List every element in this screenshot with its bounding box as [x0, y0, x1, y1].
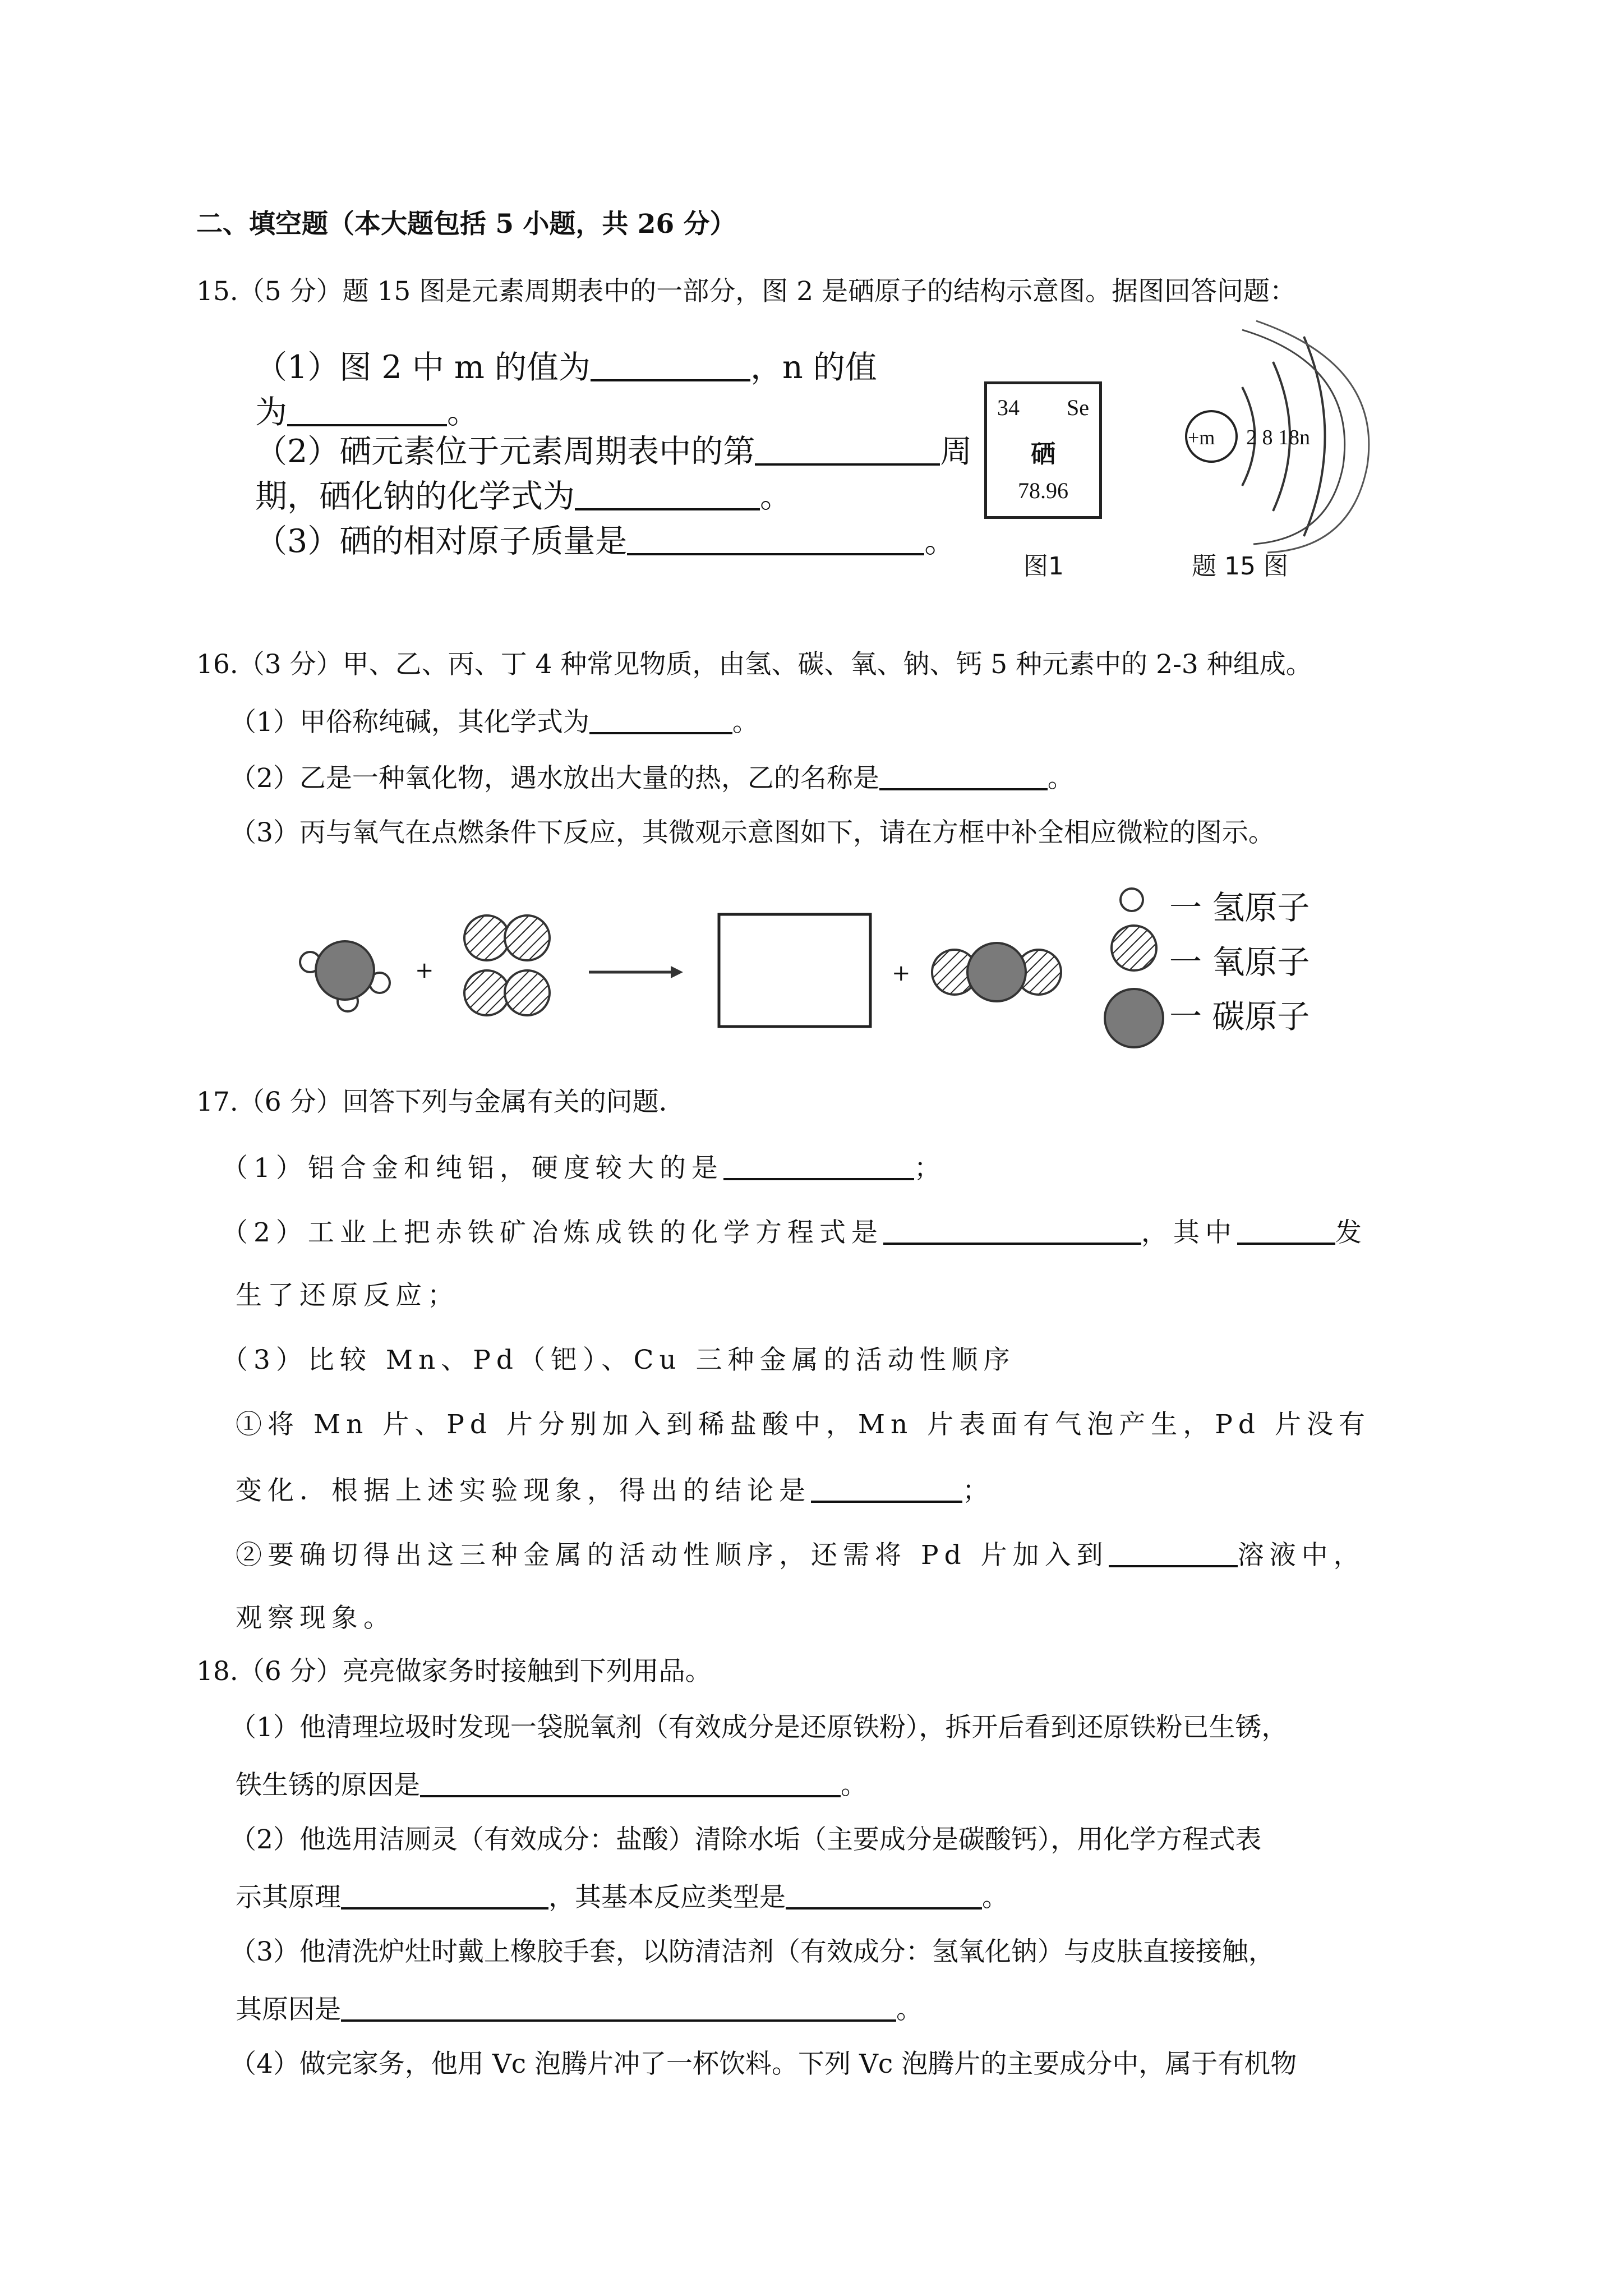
atom-shells-label: 2 8 18n — [1246, 426, 1310, 449]
q15-blank-formula[interactable] — [575, 480, 760, 510]
q18-blank-reaction-type[interactable] — [786, 1879, 982, 1910]
q15-blank-n[interactable] — [287, 396, 447, 426]
q17-line8: 观察现象。 — [236, 1603, 395, 1634]
q17-stem: 17.（6 分）回答下列与金属有关的问题． — [196, 1087, 685, 1117]
q16-blank-formula[interactable] — [589, 704, 732, 734]
fig1-caption: 图1 — [1023, 552, 1064, 581]
element-number: 34 — [997, 395, 1020, 420]
atom-nucleus-label: +m — [1188, 426, 1215, 449]
q16-line1: （1）甲俗称纯碱，其化学式为 。 — [230, 704, 759, 739]
q15-line1: （1）图 2 中 m 的值为 ，n 的值 — [255, 349, 877, 386]
q15-stem: 15.（5 分）题 15 图是元素周期表中的一部分，图 2 是硒原子的结构示意图。据图回答问题： — [196, 276, 1297, 307]
q17-line2: （2）工业上把赤铁矿冶炼成铁的化学方程式是 ，其中 发 — [222, 1214, 1367, 1250]
q16-blank-name[interactable] — [879, 760, 1048, 790]
q17-line1: （1）铝合金和纯铝，硬度较大的是 ； — [222, 1150, 946, 1185]
q18-blank-equation[interactable] — [341, 1879, 548, 1910]
legend-oxygen: 一 氧原子 — [1169, 943, 1310, 981]
q15-line3: （2）硒元素位于元素周期表中的第 周 — [255, 433, 972, 470]
q18-line1: （1）他清理垃圾时发现一袋脱氧剂（有效成分是还原铁粉），拆开后看到还原铁粉已生锈， — [230, 1712, 1288, 1743]
q17-blank-reduced[interactable] — [1237, 1214, 1335, 1245]
q18-blank-rust[interactable] — [420, 1767, 841, 1797]
element-card — [984, 381, 1102, 519]
q18-blank-reason[interactable] — [341, 1991, 896, 2022]
q18-line4: 示其原理 ，其基本反应类型是 。 — [236, 1879, 1008, 1915]
q16-line2: （2）乙是一种氧化物，遇水放出大量的热，乙的名称是 。 — [230, 760, 1074, 795]
q17-line4: （3）比较 Mn、Pd（钯）、Cu 三种金属的活动性顺序 — [222, 1345, 1016, 1375]
q15-blank-mass[interactable] — [627, 525, 924, 555]
q18-line7: （4）做完家务，他用 Vc 泡腾片冲了一杯饮料。下列 Vc 泡腾片的主要成分中，属于有机物 — [230, 2049, 1297, 2079]
q17-blank-equation[interactable] — [883, 1214, 1141, 1245]
element-mass: 78.96 — [1018, 478, 1068, 503]
q15-blank-m[interactable] — [591, 351, 750, 381]
plus-sign-1: + — [415, 958, 434, 983]
q17-line7: ②要确切得出这三种金属的活动性顺序，还需将 Pd 片加入到 溶液中， — [236, 1537, 1366, 1572]
q16-line3: （3）丙与氧气在点燃条件下反应，其微观示意图如下，请在方框中补全相应微粒的图示。 — [230, 817, 1275, 848]
legend-carbon: 一 碳原子 — [1169, 997, 1310, 1036]
q16-stem: 16.（3 分）甲、乙、丙、丁 4 种常见物质，由氢、碳、氧、钠、钙 5 种元素中的 2-3 种组成。 — [196, 649, 1312, 680]
q15-blank-period[interactable] — [755, 435, 940, 466]
legend-hydrogen: 一 氢原子 — [1169, 889, 1310, 927]
molecule-co2 — [932, 943, 1061, 1001]
section-header: 二、填空题（本大题包括 5 小题，共 26 分） — [196, 209, 736, 240]
q18-line5: （3）他清洗炉灶时戴上橡胶手套，以防清洁剂（有效成分：氢氧化钠）与皮肤直接接触， — [230, 1936, 1275, 1967]
answer-box — [719, 914, 870, 1027]
fig15-caption: 题 15 图 — [1192, 552, 1288, 581]
q17-blank-hardness[interactable] — [723, 1150, 914, 1180]
q15-line2: 为 。 — [255, 394, 479, 431]
q15-line4: 期，硒化钠的化学式为 。 — [255, 478, 792, 515]
q15-line5: （3）硒的相对原子质量是 。 — [255, 523, 957, 560]
q18-line6: 其原因是 。 — [236, 1991, 923, 2027]
q17-line6: 变化．根据上述实验现象，得出的结论是 ； — [236, 1473, 994, 1508]
molecule-oxygen — [464, 915, 550, 1015]
q18-line2: 铁生锈的原因是 。 — [236, 1767, 867, 1802]
q17-line3: 生了还原反应； — [236, 1280, 459, 1311]
molecule-reactant-1 — [300, 941, 390, 1011]
q17-blank-conclusion[interactable] — [811, 1473, 962, 1503]
q18-line3: （2）他选用洁厕灵（有效成分：盐酸）清除水垢（主要成分是碳酸钙），用化学方程式表 — [230, 1824, 1262, 1855]
plus-sign-2: + — [892, 960, 911, 986]
q17-line5: ①将 Mn 片、Pd 片分别加入到稀盐酸中，Mn 片表面有气泡产生，Pd 片没有 — [236, 1409, 1371, 1440]
element-name: 硒 — [1031, 440, 1055, 468]
q17-blank-solution[interactable] — [1109, 1537, 1238, 1567]
q18-stem: 18.（6 分）亮亮做家务时接触到下列用品。 — [196, 1656, 712, 1687]
element-symbol: Se — [1067, 395, 1089, 420]
